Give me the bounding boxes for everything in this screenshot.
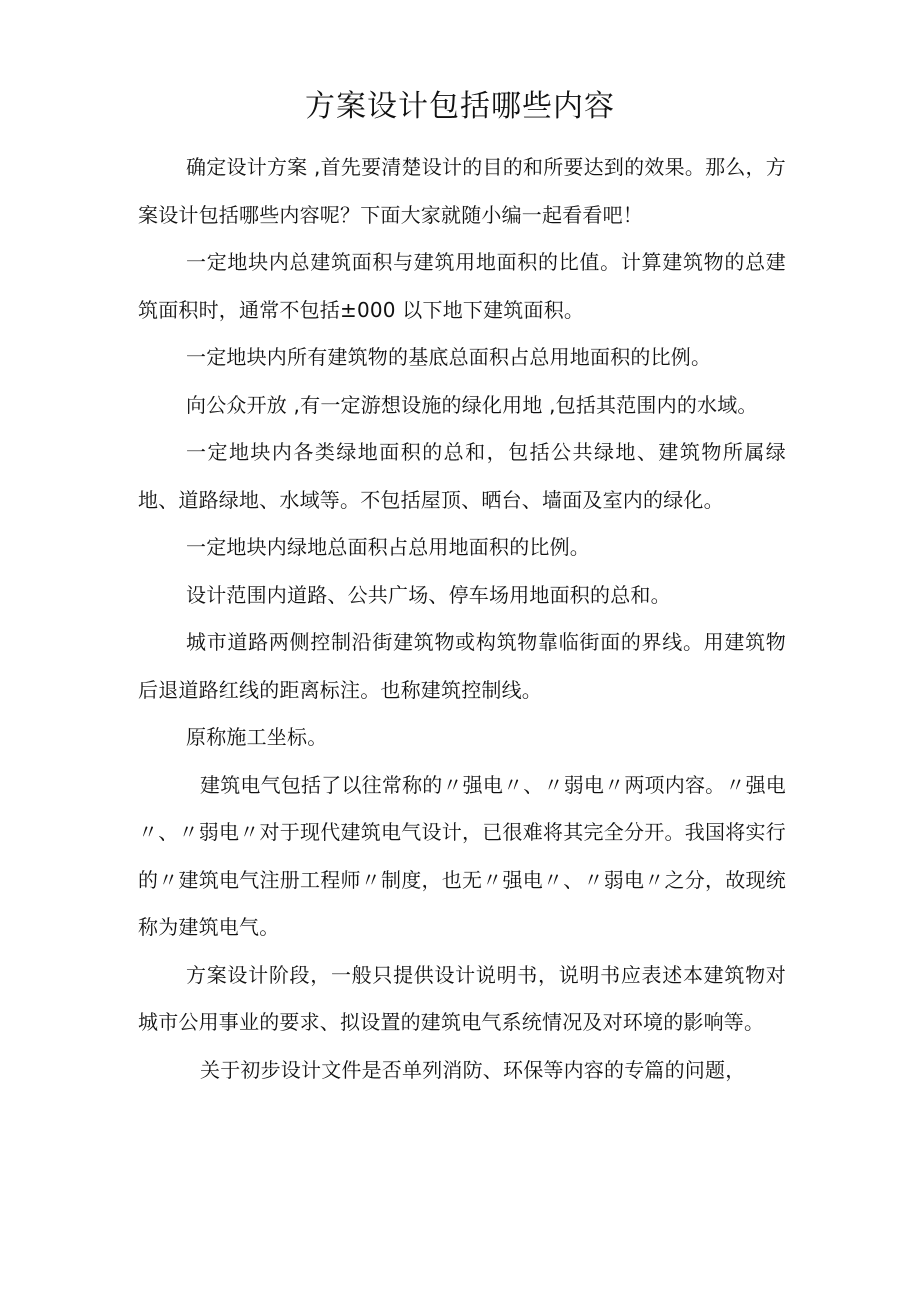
paragraph-building-electrical: 建筑电气包括了以往常称的〃强电〃、〃弱电〃两项内容。〃强电〃、〃弱电〃对于现代建筑电气设计，已很难将其完全分开。我国将实行的〃建筑电气注册工程师〃制度，也无〃强电〃、〃弱电〃之分，故现统称为建筑电气。 bbox=[138, 772, 786, 939]
document-title: 方案设计包括哪些内容 bbox=[305, 89, 615, 124]
paragraph-intro: 确定设计方案 ,首先要清楚设计的目的和所要达到的效果。那么，方案设计包括哪些内容呢？下面大家就随小编一起看看吧！ bbox=[138, 155, 786, 227]
paragraph-floor-area-ratio: 一定地块内总建筑面积与建筑用地面积的比值。计算建筑物的总建筑面积时，通常不包括±000 以下地下建筑面积。 bbox=[138, 250, 786, 322]
paragraph-road-area: 设计范围内道路、公共广场、停车场用地面积的总和。 bbox=[186, 582, 671, 607]
paragraph-public-green-space: 向公众开放 ,有一定游想设施的绿化用地 ,包括其范围内的水域。 bbox=[186, 392, 758, 417]
paragraph-building-density: 一定地块内所有建筑物的基底总面积占总用地面积的比例。 bbox=[186, 345, 712, 369]
paragraph-scheme-design-stage: 方案设计阶段，一般只提供设计说明书，说明书应表述本建筑物对城市公用事业的要求、拟设置的建筑电气系统情况及对环境的影响等。 bbox=[138, 962, 786, 1034]
document-body bbox=[138, 144, 786, 1094]
paragraph-green-area-total: 一定地块内各类绿地面积的总和，包括公共绿地、建筑物所属绿地、道路绿地、水域等。不包括屋顶、晒台、墙面及室内的绿化。 bbox=[138, 440, 786, 512]
paragraph-red-line: 城市道路两侧控制沿街建筑物或构筑物靠临街面的界线。用建筑物后退道路红线的距离标注。也称建筑控制线。 bbox=[138, 630, 786, 702]
paragraph-preliminary-design: 关于初步设计文件是否单列消防、环保等内容的专篇的问题， bbox=[200, 1057, 746, 1082]
paragraph-construction-coordinates: 原称施工坐标。 bbox=[186, 725, 328, 749]
paragraph-green-ratio: 一定地块内绿地总面积占总用地面积的比例。 bbox=[186, 535, 590, 559]
